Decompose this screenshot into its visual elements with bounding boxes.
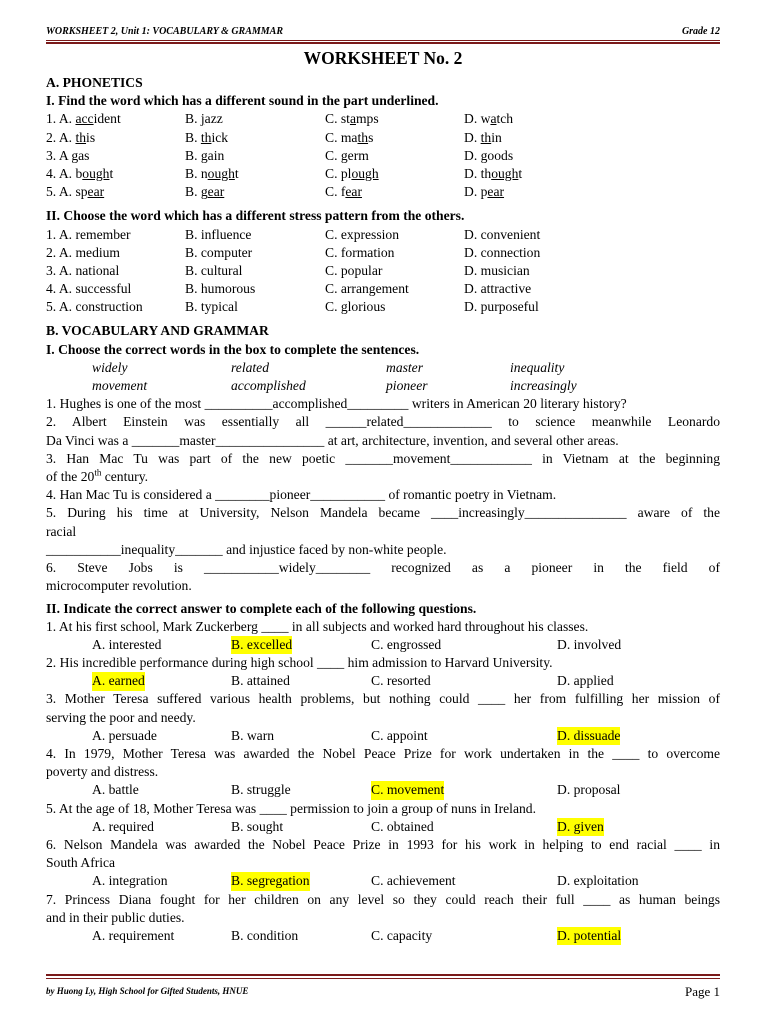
word-option: D. connection [464,244,541,260]
underlined-part: g [480,147,488,163]
phonetics-row [46,165,720,183]
sentence-3-line1: 3. Han Mac Tu was part of the new poetic _______movement____________ in Vietnam at the beginning [46,450,720,466]
underlined-part: ough [351,165,379,181]
header-rule-thick [46,42,720,44]
box-word: master [386,359,424,375]
options-row [46,927,720,945]
answer-option: C. achievement [371,873,456,889]
word-option: B. gear [185,184,225,200]
box-word: pioneer [386,378,428,394]
sentence-5-line3: ___________inequality_______ and injustice faced by non-white people. [46,541,447,557]
word-option: C. expression [325,226,400,242]
word-option: B. computer [185,244,253,260]
correct-answer-highlight: C. movement [371,781,444,799]
word-box-row [46,377,720,395]
word-option: B. thick [185,129,229,145]
box-word: inequality [510,359,565,375]
word-option: D. thought [464,165,523,181]
box-word: related [231,359,269,375]
word-box-row [46,359,720,377]
word-option: D. pear [464,184,505,200]
options-row [46,672,720,690]
word-option: 3. A. national [46,262,120,278]
answer-option: D. proposal [557,782,621,798]
question-text: 6. Nelson Mandela was awarded the Nobel Peace Prize in 1993 for his work in helping to end racial ____ in [46,837,720,853]
underlined-part: g [71,147,79,163]
underlined-part: j [200,111,205,127]
answer-option: D. applied [557,673,614,689]
underlined-part: th [75,129,87,145]
stress-row [46,226,720,244]
answer-option: A. interested [92,636,162,652]
section-b-title: B. VOCABULARY AND GRAMMAR [46,323,269,339]
underlined-part: acc [75,111,94,127]
word-option: D. attractive [464,281,532,297]
answer-option: C. resorted [371,673,431,689]
underlined-part: ear [207,184,225,200]
header-rule [46,40,720,41]
stress-row [46,244,720,262]
word-option: B. typical [185,299,238,315]
word-option: C. stamps [325,111,379,127]
sentence-4: 4. Han Mac Tu is considered a ________pioneer___________ of romantic poetry in Vietnam. [46,487,557,503]
correct-answer-highlight: B. segregation [231,872,310,890]
sentence-3-line2: of the 20th century. [46,467,149,485]
options-row [46,636,720,654]
options-row [46,781,720,799]
box-word: movement [92,378,148,394]
word-option: D. watch [464,111,514,127]
underlined-part: ough [82,165,110,181]
question-text: and in their public duties. [46,909,185,925]
underlined-part: ear [487,184,505,200]
underlined-part: th [480,129,492,145]
page-footer [46,984,720,1004]
answer-option: C. engrossed [371,636,442,652]
answer-option: A. battle [92,782,139,798]
answer-option: B. attained [231,673,290,689]
sentence-2-line2: Da Vinci was a _______master________________ at art, architecture, invention, and several other areas. [46,432,619,448]
footer-author: by Huong Ly, High School for Gifted Students, HNUE [46,986,249,996]
answer-option: A. requirement [92,928,175,944]
stress-row [46,280,720,298]
section-a-title: A. PHONETICS [46,75,143,90]
answer-option: B. sought [231,818,284,834]
phonetics-part1-list [46,110,720,201]
answer-option: D. involved [557,636,622,652]
word-option: 1. A. remember [46,226,131,242]
phonetics-part2-list [46,226,720,317]
word-option: C. popular [325,262,383,278]
vocab-part2-title: II. Indicate the correct answer to complete each of the following questions. [46,600,477,616]
sentence-1: 1. Hughes is one of the most __________accomplished_________ writers in American 20 literary history? [46,396,627,412]
question-text: 2. His incredible performance during high school ____ him admission to Harvard University. [46,655,553,671]
sentence-2-line1: 2. Albert Einstein was essentially all ______related_____________ to science meanwhile Leonardo [46,414,720,430]
underlined-part: ear [345,184,362,200]
word-option: C. fear [325,184,362,200]
options-row [46,727,720,745]
stress-row [46,262,720,280]
correct-answer-highlight: D. potential [557,927,621,945]
word-option: 4. A. bought [46,165,114,181]
header-left: WORKSHEET 2, Unit 1: VOCABULARY & GRAMMAR [46,26,284,37]
question-text: 5. At the age of 18, Mother Teresa was ____ permission to join a group of nuns in Ireland. [46,800,536,816]
word-option: 1. A. accident [46,111,121,127]
phonetics-row [46,110,720,128]
stress-row [46,298,720,316]
answer-option: A. persuade [92,727,157,743]
underlined-part: g [200,147,208,163]
question-text: poverty and distress. [46,764,159,780]
footer-rule-thick [46,974,720,976]
word-option: D. purposeful [464,299,539,315]
word-option: B. humorous [185,281,256,297]
question-text: 3. Mother Teresa suffered various health problems, but nothing could ____ her from fulfilling her mission of [46,691,720,707]
answer-option: B. struggle [231,782,291,798]
word-option: D. thin [464,129,502,145]
correct-answer-highlight: D. dissuade [557,727,620,745]
mcq-list [46,618,720,946]
word-option: B. cultural [185,262,243,278]
phonetics-part2-title: II. Choose the word which has a different stress pattern from the others. [46,208,465,224]
word-option: 5. A. spear [46,184,105,200]
underlined-part: th [357,129,369,145]
answer-option: B. warn [231,727,275,743]
word-option: B. jazz [185,111,223,127]
header-right: Grade 12 [681,26,720,37]
sentence-6-line2: microcomputer revolution. [46,578,192,594]
correct-answer-highlight: D. given [557,818,604,836]
underlined-part: ough [207,165,235,181]
word-option: C. plough [325,165,379,181]
correct-answer-highlight: B. excelled [231,636,292,654]
word-option: D. goods [464,147,514,163]
answer-option: C. appoint [371,727,428,743]
underlined-part: th [200,129,212,145]
underlined-part: g [340,147,348,163]
box-word: accomplished [231,378,306,394]
box-word: increasingly [510,378,577,394]
word-option: C. germ [325,147,369,163]
word-option: 3. A gas [46,147,90,163]
worksheet-content [46,46,720,945]
phonetics-row [46,129,720,147]
options-row [46,818,720,836]
underlined-part: a [490,111,497,127]
phonetics-part1-title: I. Find the word which has a different sound in the part underlined. [46,93,439,109]
word-option: 2. A. this [46,129,96,145]
underlined-part: ough [491,165,519,181]
question-text: South Africa [46,855,116,871]
answer-option: C. capacity [371,928,433,944]
answer-option: C. obtained [371,818,434,834]
word-option: 5. A. construction [46,299,143,315]
answer-option: A. integration [92,873,168,889]
question-text: 4. In 1979, Mother Teresa was awarded the Nobel Peace Prize for work undertaken in the ____ to overcome [46,746,720,762]
sentence-6-line1: 6. Steve Jobs is ___________widely________ recognized as a pioneer in the field of [46,560,720,576]
word-option: C. arrangement [325,281,409,297]
word-box [46,359,720,395]
footer-rule [46,978,720,979]
page-number: Page 1 [684,984,720,999]
word-option: 2. A. medium [46,244,121,260]
word-option: C. maths [325,129,374,145]
answer-option: D. exploitation [557,873,639,889]
word-option: C. glorious [325,299,386,315]
word-option: 4. A. successful [46,281,132,297]
options-row [46,872,720,890]
phonetics-row [46,183,720,201]
underlined-part: a [349,111,356,127]
answer-option: B. condition [231,928,299,944]
question-text: 1. At his first school, Mark Zuckerberg ____ in all subjects and worked hard throughout his classes. [46,618,589,634]
word-option: B. gain [185,147,225,163]
word-option: D. convenient [464,226,541,242]
word-option: B. nought [185,165,239,181]
word-option: C. formation [325,244,395,260]
phonetics-row [46,147,720,165]
word-option: B. influence [185,226,252,242]
question-text: 7. Princess Diana fought for her children on any level so they could reach their full ____ as human beings [46,891,720,907]
question-text: serving the poor and needy. [46,709,196,725]
underlined-part: ear [87,184,105,200]
sentence-5-line2: racial [46,523,77,539]
word-option: D. musician [464,262,530,278]
correct-answer-highlight: A. earned [92,672,145,690]
vocab-part1-title: I. Choose the correct words in the box to complete the sentences. [46,341,420,357]
box-word: widely [92,359,128,375]
answer-option: A. required [92,818,154,834]
worksheet-title: WORKSHEET No. 2 [303,48,463,68]
sentence-5-line1: 5. During his time at University, Nelson Mandela became ____increasingly_______________ aware of the [46,505,720,521]
